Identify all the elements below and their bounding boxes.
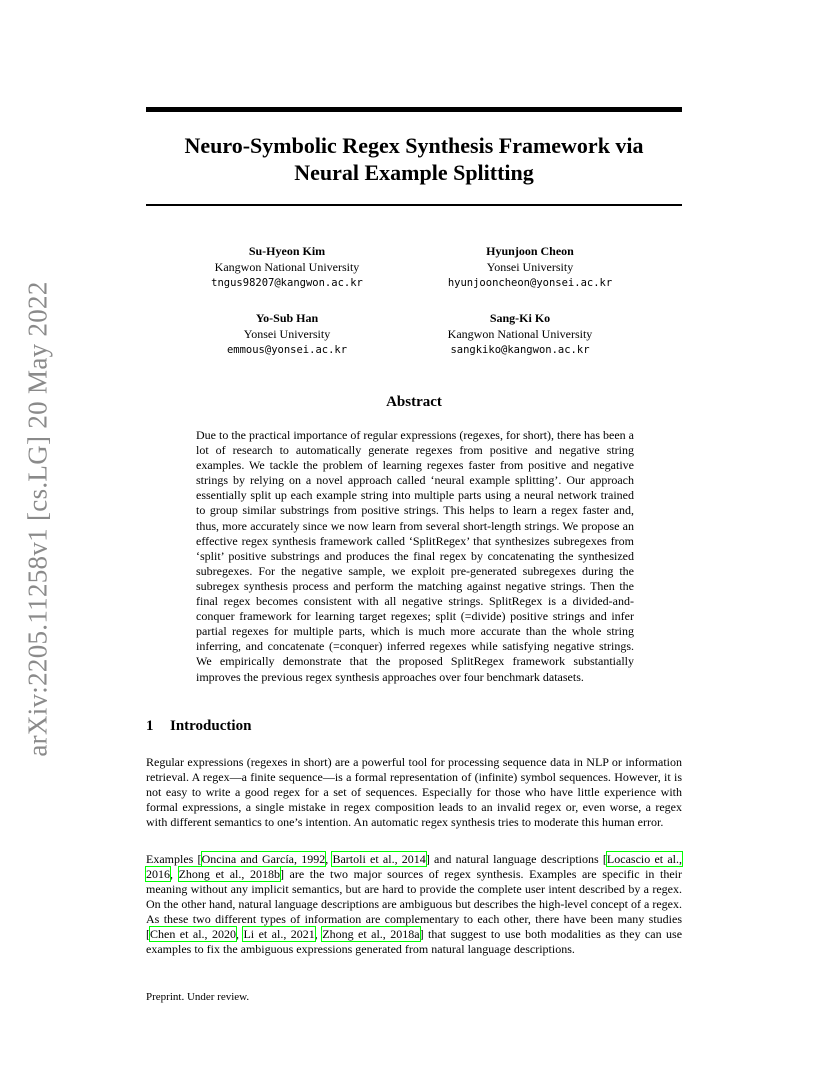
author-email[interactable]: emmous@yonsei.ac.kr [226, 344, 348, 356]
paper-title [146, 132, 682, 186]
section-title: Introduction [170, 718, 252, 734]
footer-note: Preprint. Under review. [146, 991, 250, 1003]
section-heading [146, 718, 251, 735]
title-top-rule [146, 107, 682, 112]
paragraph-text: ] and natural language descriptions [ [425, 852, 607, 866]
title-line-2: Neural Example Splitting [294, 160, 534, 185]
author-affiliation: Yonsei University [243, 327, 331, 341]
author-affiliation: Yonsei University [486, 260, 574, 274]
author-affiliation: Kangwon National University [214, 260, 360, 274]
author-email[interactable]: sangkiko@kangwon.ac.kr [450, 344, 590, 356]
section-number: 1 [146, 718, 154, 734]
abstract-text: Due to the practical importance of regular expressions (regexes, for short), there has been a lot of research to automatically generate regexes from positive and negative string examples. We tackle the problem of learning regexes faster from positive and negative strings by relying on a novel approach called ‘neural example splitting’. Our approach essentially split up each example string into multiple parts using a neural network trained to group similar substrings from positive strings. This helps to learn a regex faster and, thus, more accurately since we now learn from several short-length strings. We propose an effective regex synthesis framework called ‘SplitRegex’ that synthesizes subregexes from ‘split’ positive substrings and produces the final regex by concatenating the synthesized subregexes. For the negative sample, we exploit pre-generated subregexes during the subregex synthesis process and perform the matching against negative strings. Then the final regex becomes consistent with all negative strings. SplitRegex is a divided-and-conquer framework for learning target regexes; split (=divide) positive strings and infer partial regexes for multiple parts, which is much more accurate than the whole string inferring, and concatenate (=conquer) inferred regexes while satisfying negative strings. We empirically demonstrate that the proposed SplitRegex framework substantially improves the previous regex synthesis approaches over four benchmark datasets. [196, 428, 634, 684]
author-block [420, 310, 620, 358]
author-block [187, 310, 387, 358]
citation-link[interactable]: Bartoli et al., 2014 [332, 852, 426, 866]
author-email[interactable]: tngus98207@kangwon.ac.kr [211, 277, 363, 289]
citation-link[interactable]: Li et al., 2021 [243, 927, 315, 941]
abstract-heading: Abstract [386, 394, 442, 410]
paragraph-text: , [236, 927, 244, 941]
author-name: Yo-Sub Han [255, 311, 319, 325]
paragraph-text: , [170, 867, 179, 881]
author-block [430, 243, 630, 291]
citation-link[interactable]: Oncina and García, 1992 [201, 852, 326, 866]
paragraph-text: ] that suggest to use both modalities as they can use examples to fix the ambiguous expressions generated from natural language descriptions. [146, 927, 683, 956]
citation-link[interactable]: Locascio et al., 2016 [146, 852, 683, 881]
paragraph-text: , [314, 927, 323, 941]
intro-paragraph-2 [146, 852, 682, 957]
citation-link[interactable]: Zhong et al., 2018a [322, 927, 420, 941]
intro-paragraph-1: Regular expressions (regexes in short) are a powerful tool for processing sequence data in NLP or information retrieval. A regex—a finite sequence—is a formal representation of (infinite) symbol sequences. However, it is not easy to write a good regex for a set of sequences. Especially for those who have little experience with formal expressions, a single mistake in regex composition leads to an invalid regex or, even worse, a regex with different semantics to one’s intention. An automatic regex synthesis tries to moderate this human error. [146, 755, 682, 829]
author-block [187, 243, 387, 291]
paragraph-text: , [325, 852, 333, 866]
title-line-1: Neuro-Symbolic Regex Synthesis Framework via [184, 133, 644, 158]
arxiv-identifier: arXiv:2205.11258v1 [cs.LG] 20 May 2022 [22, 281, 53, 757]
author-affiliation: Kangwon National University [447, 327, 593, 341]
citation-link[interactable]: Zhong et al., 2018b [178, 867, 280, 881]
author-name: Su-Hyeon Kim [248, 244, 326, 258]
citation-link[interactable]: Chen et al., 2020 [150, 927, 236, 941]
title-bottom-rule [146, 204, 682, 206]
author-name: Hyunjoon Cheon [486, 244, 574, 258]
paragraph-text: Examples [ [146, 852, 202, 866]
arxiv-stamp [16, 278, 60, 760]
paragraph-text: ] are the two major sources of regex synthesis. Examples are specific in their meaning without any implicit semantics, but are hard to provide the complete user intent described by a regex. On the other hand, natural language descriptions are ambiguous but describes the high-level concept of a regex. As these two different types of information are complementary to each other, there have been many studies [ [146, 867, 682, 941]
author-name: Sang-Ki Ko [489, 311, 551, 325]
author-email[interactable]: hyunjooncheon@yonsei.ac.kr [447, 277, 613, 289]
